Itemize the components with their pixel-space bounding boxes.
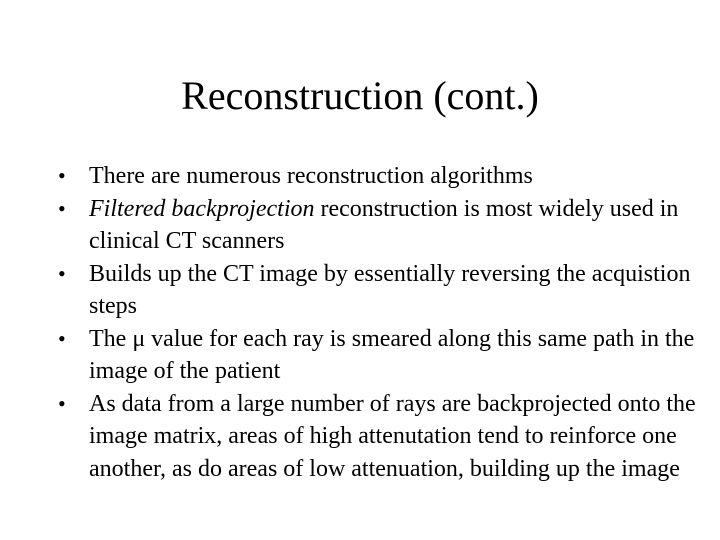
slide-title: Reconstruction (cont.) [181,73,539,118]
bullet-item [58,388,698,486]
bullet-marker: • [58,390,66,416]
bullet-text: Builds up the CT image by essentially reversing the acquistion steps [89,260,691,319]
bullet-list [58,160,698,485]
bullet-text: reconstruction is most widely used in clinical CT scanners [89,195,679,254]
bullet-text: There are numerous reconstruction algorithms [89,163,533,189]
bullet-item [58,193,698,258]
bullet-emphasis: Filtered backprojection [89,195,315,222]
bullet-marker: • [58,163,66,188]
bullet-marker: • [58,195,66,221]
bullet-text: The μ value for each ray is smeared along this same path in the image of the patient [89,325,695,384]
bullet-item [58,160,698,193]
bullet-item [58,323,698,388]
bullet-text: As data from a large number of rays are backprojected onto the image matrix, areas of high attenutation tend to reinforce one another, as do areas of low attenuation, building up the image [89,390,696,482]
bullet-item [58,258,698,323]
bullet-marker: • [58,325,66,351]
bullet-marker: • [58,260,66,286]
